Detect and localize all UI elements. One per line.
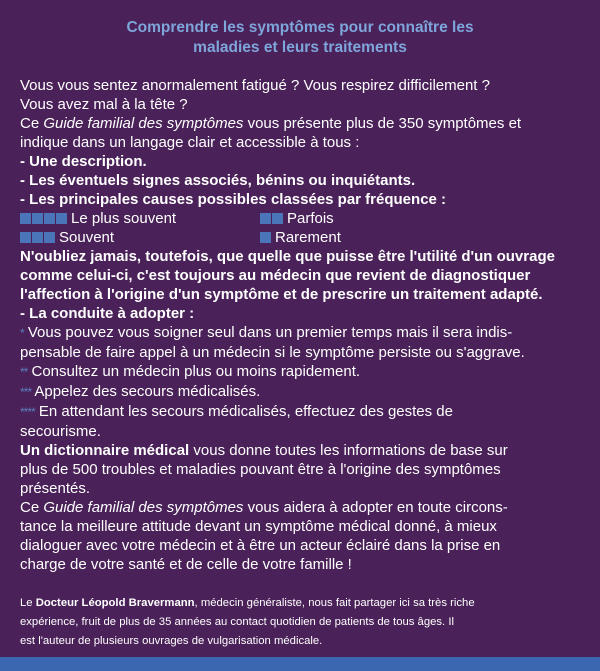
author-line-1 xyxy=(20,594,582,613)
legend-often xyxy=(20,228,260,247)
dictionary-rest: vous donne toutes les informations de base sur xyxy=(189,442,508,459)
dictionary-title: Un dictionnaire médical xyxy=(20,442,190,459)
intro-presentation-2: indique dans un langage clair et accessible à tous : xyxy=(20,134,360,151)
closing-guide-title: Guide familial des symptômes xyxy=(43,499,244,516)
notice-line-1: N'oubliez jamais, toutefois, que quelle que puisse être l'utilité d'un ouvrage xyxy=(20,248,555,265)
intro-ce: Ce xyxy=(20,115,44,132)
closing-ce: Ce xyxy=(20,499,44,516)
conduct-level-2 xyxy=(20,362,588,382)
closing-line-1 xyxy=(20,498,588,517)
conduct-level-1-text: Vous pouvez vous soigner seul dans un premier temps mais il sera indis- xyxy=(23,324,513,341)
conduct-level-3-text: Appelez des secours médicalisés. xyxy=(31,383,261,400)
dictionary-line-3: présentés. xyxy=(20,480,91,497)
author-line-3: est l'auteur de plusieurs ouvrages de vulgarisation médicale. xyxy=(20,635,323,647)
conduct-level-3 xyxy=(20,382,588,402)
closing-line-4: charge de votre santé et de celle de votre famille ! xyxy=(20,556,352,573)
conduct-level-4 xyxy=(20,402,588,422)
closing-line-2: tance la meilleure attitude devant un symptôme médical donné, à mieux xyxy=(20,518,497,535)
conduct-level-2-text: Consultez un médecin plus ou moins rapidement. xyxy=(27,363,361,380)
legend-sometimes xyxy=(260,209,500,228)
conduct-heading: - La conduite à adopter : xyxy=(20,305,195,322)
headline-line-1: Comprendre les symptômes pour connaître les xyxy=(126,19,474,36)
three-stars-icon: *** xyxy=(20,385,32,399)
intro-presentation xyxy=(20,114,588,133)
intro-question-1: Vous vous sentez anormalement fatigué ? Vous respirez difficilement ? xyxy=(20,77,490,94)
dictionary-line-1 xyxy=(20,441,588,460)
legend-rarely xyxy=(260,228,500,247)
legend-often-label: Souvent xyxy=(59,229,115,246)
conduct-level-1 xyxy=(20,323,588,343)
list-signs: - Les éventuels signes associés, bénins ou inquiétants. xyxy=(20,172,416,189)
author-rest: , médecin généraliste, nous fait partager ici sa très riche xyxy=(194,597,475,609)
bottom-band xyxy=(0,657,600,671)
list-causes: - Les principales causes possibles classées par fréquence : xyxy=(20,191,447,208)
conduct-level-1-cont: pensable de faire appel à un médecin si le symptôme persiste ou s'aggrave. xyxy=(20,344,525,361)
headline xyxy=(60,18,540,58)
author-name: Docteur Léopold Bravermann xyxy=(35,597,195,609)
list-description: - Une description. xyxy=(20,153,147,170)
conduct-level-4-cont: secourisme. xyxy=(20,423,101,440)
legend-most-often-label: Le plus souvent xyxy=(71,210,177,227)
frequency-legend xyxy=(20,209,588,247)
three-squares-icon xyxy=(20,232,55,243)
legend-sometimes-label: Parfois xyxy=(287,210,334,227)
guide-title: Guide familial des symptômes xyxy=(43,115,244,132)
closing-line-3: dialoguer avec votre médecin et à être un acteur éclairé dans la prise en xyxy=(20,537,501,554)
author-bio xyxy=(20,594,582,651)
four-stars-icon: **** xyxy=(20,405,35,419)
author-le: Le xyxy=(20,597,36,609)
legend-most-often xyxy=(20,209,260,228)
closing-rest: vous aidera à adopter en toute circons- xyxy=(243,499,508,516)
four-squares-icon xyxy=(20,213,67,224)
one-square-icon xyxy=(260,232,271,243)
dictionary-line-2: plus de 500 troubles et maladies pouvant être à l'origine des symptômes xyxy=(20,461,501,478)
notice-line-3: l'affection à l'origine d'un symptôme et de prescrire un traitement adapté. xyxy=(20,286,543,303)
intro-presents: vous présente plus de 350 symptômes et xyxy=(243,115,522,132)
legend-rarely-label: Rarement xyxy=(275,229,341,246)
notice-line-2: comme celui-ci, c'est toujours au médecin que revient de diagnostiquer xyxy=(20,267,531,284)
headline-line-2: maladies et leurs traitements xyxy=(193,39,407,56)
body-text xyxy=(20,76,588,574)
two-stars-icon: ** xyxy=(20,365,28,379)
intro-question-2: Vous avez mal à la tête ? xyxy=(20,96,188,113)
one-star-icon: * xyxy=(20,326,24,340)
two-squares-icon xyxy=(260,213,283,224)
author-line-2: expérience, fruit de plus de 35 années au contact quotidien de patients de tous âges. Il xyxy=(20,616,454,628)
conduct-level-4-text: En attendant les secours médicalisés, effectuez des gestes de xyxy=(34,403,453,420)
